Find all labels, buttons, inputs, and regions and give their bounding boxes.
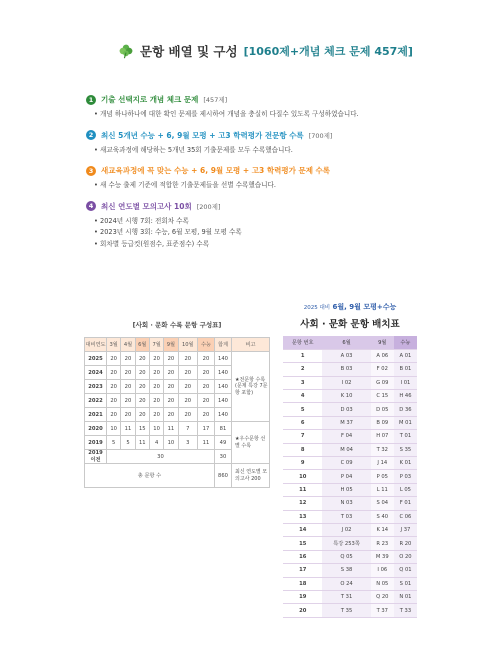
caption-prefix: 2025 대비 <box>303 305 331 311</box>
table-row <box>283 349 417 362</box>
table-row <box>283 564 417 577</box>
year-cell: 2024 <box>85 366 107 380</box>
section-count: [200제] <box>196 202 221 211</box>
table-cell: 20 <box>107 394 121 408</box>
table-cell: F 04 <box>322 430 370 443</box>
table-cell: 20 <box>121 366 135 380</box>
note-cell: ★우수문항 선별 수록 <box>232 422 270 464</box>
table-cell: 49 <box>214 436 231 450</box>
table-cell: N 05 <box>371 577 394 590</box>
year-cell: 2020 <box>85 422 107 436</box>
table-cell: 10 <box>107 422 121 436</box>
table-row <box>283 376 417 389</box>
col-header: 문항 번호 <box>283 336 322 349</box>
table-cell: S 40 <box>371 510 394 523</box>
section-bullet: • 회차별 등급컷(원점수, 표준점수) 수록 <box>86 241 426 249</box>
table-cell: 20 <box>149 394 163 408</box>
table-cell: 20 <box>121 352 135 366</box>
table-cell: I 02 <box>322 376 370 389</box>
question-number-cell: 5 <box>283 403 322 416</box>
table-cell: 11 <box>135 436 149 450</box>
table-cell: 81 <box>214 422 231 436</box>
question-number-cell: 18 <box>283 577 322 590</box>
table-cell: A 06 <box>371 349 394 362</box>
table-row <box>283 550 417 563</box>
col-header: 수능 <box>394 336 417 349</box>
total-value: 860 <box>214 464 231 488</box>
table-cell: D 03 <box>322 403 370 416</box>
table-row <box>283 604 417 617</box>
question-number-cell: 9 <box>283 457 322 470</box>
question-number-cell: 11 <box>283 483 322 496</box>
section-bullet: • 새 수능 출제 기준에 적합한 기출문제들을 선별 수록했습니다. <box>86 182 426 190</box>
table-row <box>283 483 417 496</box>
section-number: 4 <box>86 201 96 211</box>
question-number-cell: 17 <box>283 564 322 577</box>
table-cell: 20 <box>149 352 163 366</box>
table-header-row <box>85 338 270 352</box>
table-cell: 20 <box>149 408 163 422</box>
table-cell: 11 <box>121 422 135 436</box>
col-header: 3월 <box>107 338 121 352</box>
col-header: 대비연도 <box>85 338 107 352</box>
table-cell: S 04 <box>371 497 394 510</box>
table-cell: T 32 <box>371 443 394 456</box>
table-cell: H 07 <box>371 430 394 443</box>
table-cell: 20 <box>135 394 149 408</box>
table-cell: K 10 <box>322 390 370 403</box>
total-label: 총 문항 수 <box>85 464 215 488</box>
table-cell: 140 <box>214 352 231 366</box>
section-bullet: • 2024년 시행 7회: 전회차 수록 <box>86 218 426 226</box>
table-cell: T 37 <box>371 604 394 617</box>
table-cell: 20 <box>135 366 149 380</box>
col-header: 6월 <box>135 338 149 352</box>
title-sub: [1060제+개념 체크 문제 457제] <box>243 45 413 58</box>
section-1 <box>86 94 426 119</box>
table-cell: 140 <box>214 408 231 422</box>
table-cell: 11 <box>197 436 214 450</box>
table-cell: 20 <box>178 352 197 366</box>
col-header: 비고 <box>232 338 270 352</box>
table-cell: K 01 <box>394 457 417 470</box>
composition-table-block <box>84 320 270 488</box>
table-cell: F 02 <box>371 363 394 376</box>
year-cell: 2021 <box>85 408 107 422</box>
table-cell: 140 <box>214 380 231 394</box>
section-number: 1 <box>86 95 96 105</box>
col-header: 10월 <box>178 338 197 352</box>
table-cell: P 04 <box>322 470 370 483</box>
section-title: 최신 연도별 모의고사 10회 <box>101 201 192 211</box>
question-number-cell: 14 <box>283 523 322 536</box>
section-3 <box>86 165 426 190</box>
table-cell: 20 <box>164 408 178 422</box>
table-row <box>283 430 417 443</box>
title-main: 문항 배열 및 구성 <box>140 44 238 59</box>
table-cell: T 01 <box>394 430 417 443</box>
question-number-cell: 20 <box>283 604 322 617</box>
table-row <box>85 464 270 488</box>
table-cell: S 35 <box>394 443 417 456</box>
table-cell: B 03 <box>322 363 370 376</box>
table-cell: 20 <box>197 352 214 366</box>
col-header: 4월 <box>121 338 135 352</box>
table-cell: 20 <box>178 380 197 394</box>
table-cell: C 15 <box>371 390 394 403</box>
table-cell: 20 <box>164 352 178 366</box>
table-cell: Q 01 <box>394 564 417 577</box>
question-number-cell: 16 <box>283 550 322 563</box>
col-header: 수능 <box>197 338 214 352</box>
table-cell: 20 <box>107 408 121 422</box>
table-cell: T 33 <box>394 604 417 617</box>
table-row <box>283 497 417 510</box>
placement-table <box>283 336 417 618</box>
note-cell: ★전문항 수록 (문제 특강 7문항 포함) <box>232 352 270 422</box>
clover-icon <box>118 43 134 59</box>
section-bullet: • 새교육과정에 해당하는 5개년 35회 기출문제를 모두 수록했습니다. <box>86 147 426 155</box>
question-number-cell: 7 <box>283 430 322 443</box>
table-cell: 특강 253쪽 <box>322 537 370 550</box>
table-row <box>283 363 417 376</box>
table-cell: H 05 <box>322 483 370 496</box>
section-4 <box>86 201 426 249</box>
section-number: 2 <box>86 130 96 140</box>
table-row <box>283 416 417 429</box>
table-cell: S 38 <box>322 564 370 577</box>
table-cell: P 05 <box>371 470 394 483</box>
table-cell: 10 <box>164 436 178 450</box>
table-cell: 20 <box>135 380 149 394</box>
table-row <box>283 470 417 483</box>
table-cell: 140 <box>214 394 231 408</box>
section-title: 최신 5개년 수능 + 6, 9월 모평 + 고3 학력평가 전문항 수록 <box>101 130 304 140</box>
table-row <box>283 510 417 523</box>
table-cell: 20 <box>178 408 197 422</box>
question-number-cell: 8 <box>283 443 322 456</box>
year-cell: 2022 <box>85 394 107 408</box>
table-cell: 7 <box>178 422 197 436</box>
table-cell: M 04 <box>322 443 370 456</box>
table-row <box>283 577 417 590</box>
placement-caption <box>283 302 417 312</box>
col-header: 7월 <box>149 338 163 352</box>
table-row <box>283 443 417 456</box>
col-header: 합계 <box>214 338 231 352</box>
table-row <box>283 590 417 603</box>
table-cell: H 46 <box>394 390 417 403</box>
table-cell: 20 <box>178 394 197 408</box>
table-cell: 5 <box>107 436 121 450</box>
table-cell: 20 <box>121 394 135 408</box>
section-title: 기출 선택지로 개념 체크 문제 <box>101 95 199 104</box>
table-cell: O 20 <box>394 550 417 563</box>
table-cell: A 01 <box>394 349 417 362</box>
table-cell: 20 <box>197 380 214 394</box>
placement-table-block <box>283 302 417 618</box>
table-cell: C 09 <box>322 457 370 470</box>
table-cell: 3 <box>178 436 197 450</box>
table-cell: F 01 <box>394 497 417 510</box>
question-number-cell: 19 <box>283 590 322 603</box>
question-number-cell: 13 <box>283 510 322 523</box>
table-cell: 20 <box>121 408 135 422</box>
table-cell: 17 <box>197 422 214 436</box>
table-cell: 20 <box>164 380 178 394</box>
table-cell: 140 <box>214 366 231 380</box>
table-cell: O 24 <box>322 577 370 590</box>
table-cell: A 03 <box>322 349 370 362</box>
table-cell: T 35 <box>322 604 370 617</box>
col-header: 9월 <box>164 338 178 352</box>
year-cell: 2019 <box>85 436 107 450</box>
table-cell: Q 05 <box>322 550 370 563</box>
question-number-cell: 6 <box>283 416 322 429</box>
table-row <box>283 537 417 550</box>
table-cell: P 03 <box>394 470 417 483</box>
table-cell: T 03 <box>322 510 370 523</box>
table-cell: S 01 <box>394 577 417 590</box>
table-cell: 20 <box>178 366 197 380</box>
table-cell: 20 <box>197 408 214 422</box>
table-cell: 20 <box>107 352 121 366</box>
table-cell: 20 <box>135 408 149 422</box>
table-cell: M 39 <box>371 550 394 563</box>
table-row <box>85 422 270 436</box>
placement-table-body <box>283 349 417 617</box>
table-cell: 20 <box>107 366 121 380</box>
section-bullet: • 2023년 시행 3회: 수능, 6월 모평, 9월 모평 수록 <box>86 229 426 237</box>
table-cell: B 09 <box>371 416 394 429</box>
table-cell: K 14 <box>371 523 394 536</box>
year-cell: 2025 <box>85 352 107 366</box>
table-cell: G 09 <box>371 376 394 389</box>
table-cell: 11 <box>164 422 178 436</box>
table-cell: D 05 <box>371 403 394 416</box>
table-cell: C 06 <box>394 510 417 523</box>
table-cell: Q 20 <box>371 590 394 603</box>
table-cell: 20 <box>164 366 178 380</box>
year-cell: 2019 이전 <box>85 450 107 464</box>
section-2 <box>86 130 426 155</box>
table-cell: 30 <box>107 450 215 464</box>
table-cell: I 06 <box>371 564 394 577</box>
question-number-cell: 2 <box>283 363 322 376</box>
table-cell: R 20 <box>394 537 417 550</box>
section-count: [700제] <box>308 131 333 140</box>
table-row <box>85 352 270 366</box>
question-number-cell: 4 <box>283 390 322 403</box>
table-cell: L 11 <box>371 483 394 496</box>
question-number-cell: 15 <box>283 537 322 550</box>
table-cell: J 37 <box>394 523 417 536</box>
total-note: 최신 연도별 모의고사 200 <box>232 464 270 488</box>
year-cell: 2023 <box>85 380 107 394</box>
table-cell: 20 <box>149 380 163 394</box>
table-cell: R 23 <box>371 537 394 550</box>
table-row <box>283 457 417 470</box>
table-cell: M 01 <box>394 416 417 429</box>
caption-main: 6월, 9월 모평+수능 <box>332 303 397 311</box>
composition-table-title: [사회 · 문화 수록 문항 구성표] <box>132 321 222 329</box>
table-cell: 4 <box>149 436 163 450</box>
table-row <box>283 390 417 403</box>
table-cell: J 14 <box>371 457 394 470</box>
section-number: 3 <box>86 166 96 176</box>
table-cell: B 01 <box>394 363 417 376</box>
table-cell: M 37 <box>322 416 370 429</box>
section-list <box>86 94 426 259</box>
table-cell: N 01 <box>394 590 417 603</box>
table-cell: 20 <box>197 366 214 380</box>
section-title: 새교육과정에 꼭 맞는 수능 + 6, 9월 모평 + 고3 학력평가 문제 수록 <box>101 166 331 176</box>
table-cell: I 01 <box>394 376 417 389</box>
table-row <box>283 403 417 416</box>
question-number-cell: 12 <box>283 497 322 510</box>
table-row <box>283 523 417 536</box>
table-cell: J 02 <box>322 523 370 536</box>
table-cell: 20 <box>149 366 163 380</box>
section-count: [457제] <box>203 96 228 104</box>
placement-table-title: 사회 · 문화 문항 배치표 <box>300 319 400 330</box>
table-cell: T 31 <box>322 590 370 603</box>
col-header: 9월 <box>371 336 394 349</box>
table-cell: D 36 <box>394 403 417 416</box>
table-cell: 20 <box>121 380 135 394</box>
table-cell: N 03 <box>322 497 370 510</box>
table-cell: 10 <box>149 422 163 436</box>
page-title <box>118 42 413 60</box>
question-number-cell: 1 <box>283 349 322 362</box>
table-cell: 20 <box>135 352 149 366</box>
table-cell: 5 <box>121 436 135 450</box>
table-header-row <box>283 336 417 349</box>
table-cell: 30 <box>214 450 231 464</box>
composition-table <box>84 337 270 488</box>
table-cell: 20 <box>164 394 178 408</box>
table-cell: L 05 <box>394 483 417 496</box>
question-number-cell: 3 <box>283 376 322 389</box>
table-cell: 15 <box>135 422 149 436</box>
section-bullet: • 개념 하나하나에 대한 확인 문제를 제시하여 개념을 충실히 다질수 있도록 구성하였습니다. <box>86 111 426 119</box>
table-cell: 20 <box>197 394 214 408</box>
question-number-cell: 10 <box>283 470 322 483</box>
table-cell: 20 <box>107 380 121 394</box>
col-header: 6월 <box>322 336 370 349</box>
